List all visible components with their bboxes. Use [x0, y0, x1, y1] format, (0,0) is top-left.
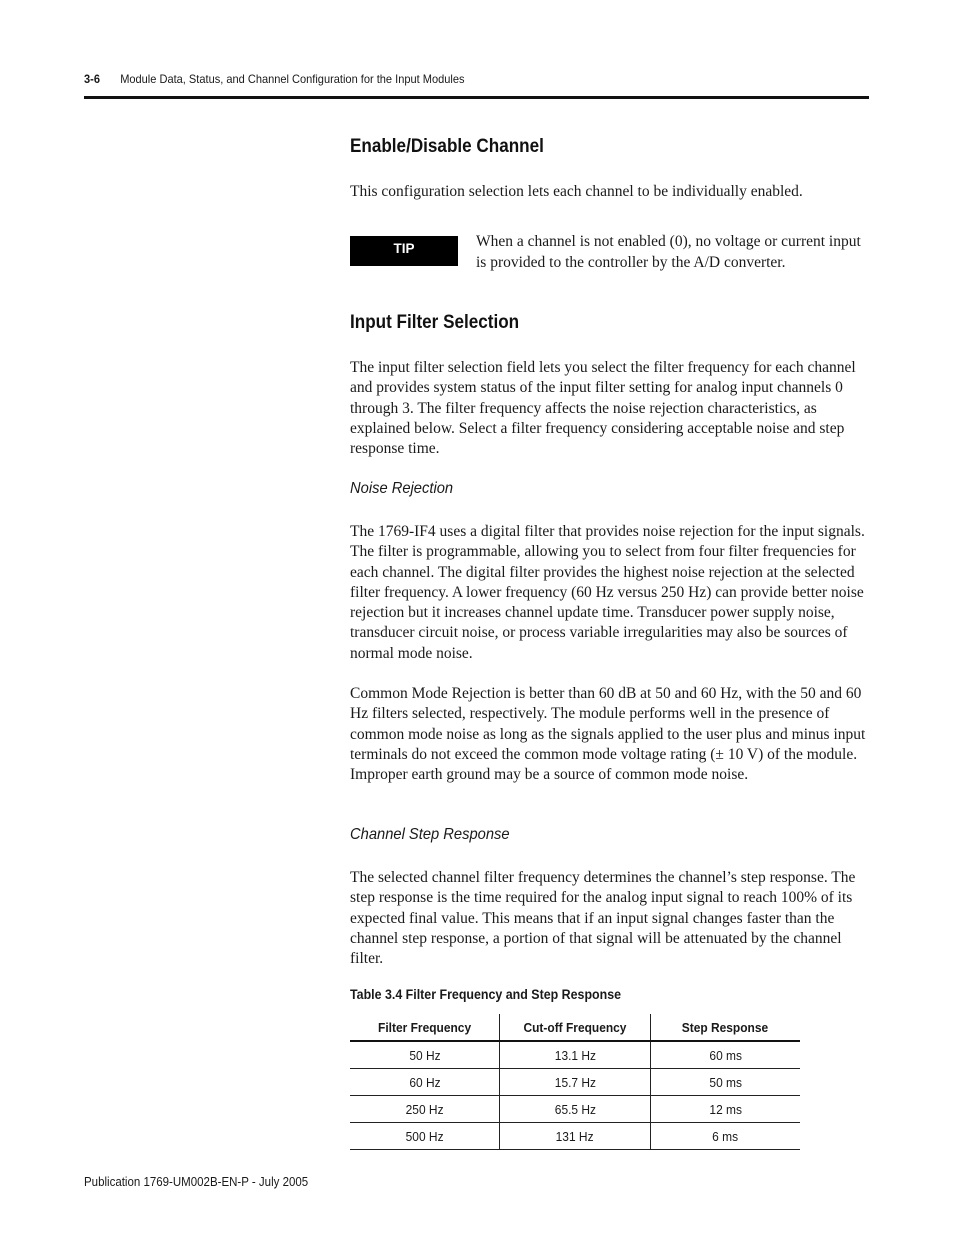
page-number: 3-6 [84, 72, 100, 86]
filter-frequency-table [350, 1014, 800, 1150]
noise-rejection-paragraph-2: Common Mode Rejection is better than 60 dB at 50 and 60 Hz, with the 50 and 60 Hz filters selected, respectively. The module performs well in the presence of common mode noise as long as the signals applied to the user plus and minus input terminals do not exceed the common mode voltage rating (± 10 V) of the module. Improper earth ground may be a source of common mode noise. [350, 685, 866, 784]
step-response-cell: 60 ms [650, 1041, 800, 1069]
column-header: Filter Frequency [350, 1014, 500, 1041]
table-row [350, 1041, 800, 1069]
table-caption: Table 3.4 Filter Frequency and Step Response [350, 987, 622, 1002]
enable-disable-heading: Enable/Disable Channel [350, 136, 544, 157]
tip-text: When a channel is not enabled (0), no voltage or current input is provided to the controller by the A/D converter. [476, 233, 861, 271]
step-response-cell: 50 ms [650, 1069, 800, 1096]
table-row [350, 1069, 800, 1096]
step-response-cell: 6 ms [650, 1123, 800, 1150]
column-header: Cut-off Frequency [500, 1014, 650, 1041]
column-header: Step Response [650, 1014, 800, 1041]
noise-rejection-paragraph-1: The 1769-IF4 uses a digital filter that provides noise rejection for the input signals. The filter is programmable, allowing you to select from four filter frequencies for each channel. The digital filter provides the highest noise rejection at the selected filter frequency. A lower frequency (60 Hz versus 250 Hz) can provide better noise rejection but it increases channel update time. Transducer power supply noise, transducer circuit noise, or process variable irregularities may also be sources of normal mode noise. [350, 523, 865, 662]
step-response-cell: 12 ms [650, 1096, 800, 1123]
input-filter-heading: Input Filter Selection [350, 312, 520, 333]
table-row [350, 1123, 800, 1150]
filter-frequency-cell: 250 Hz [350, 1096, 500, 1123]
filter-frequency-cell: 60 Hz [350, 1069, 500, 1096]
table-row [350, 1096, 800, 1123]
cutoff-frequency-cell: 13.1 Hz [500, 1041, 650, 1069]
noise-rejection-heading: Noise Rejection [350, 480, 454, 497]
tip-badge: TIP [350, 236, 458, 266]
table-header-row [350, 1014, 800, 1041]
input-filter-paragraph: The input filter selection field lets you select the filter frequency for each channel and provides system status of the input filter setting for analog input channels 0 through 3. The filter frequency affects the noise rejection characteristics, as explained below. Select a filter frequency considering acceptable noise and step response time. [350, 359, 856, 458]
cutoff-frequency-cell: 65.5 Hz [500, 1096, 650, 1123]
step-response-paragraph: The selected channel filter frequency determines the channel’s step response. The step response is the time required for the analog input signal to reach 100% of its expected final value. This means that if an input signal changes faster than the channel step response, a portion of that signal will be attenuated by the channel filter. [350, 869, 856, 968]
header-rule [84, 96, 869, 99]
filter-frequency-cell: 500 Hz [350, 1123, 500, 1150]
chapter-title: Module Data, Status, and Channel Configuration for the Input Modules [120, 72, 465, 86]
step-response-heading: Channel Step Response [350, 826, 510, 843]
enable-disable-paragraph: This configuration selection lets each channel to be individually enabled. [350, 183, 803, 200]
running-header [84, 72, 806, 86]
cutoff-frequency-cell: 131 Hz [500, 1123, 650, 1150]
filter-frequency-cell: 50 Hz [350, 1041, 500, 1069]
cutoff-frequency-cell: 15.7 Hz [500, 1069, 650, 1096]
publication-footer: Publication 1769-UM002B-EN-P - July 2005 [84, 1175, 309, 1189]
